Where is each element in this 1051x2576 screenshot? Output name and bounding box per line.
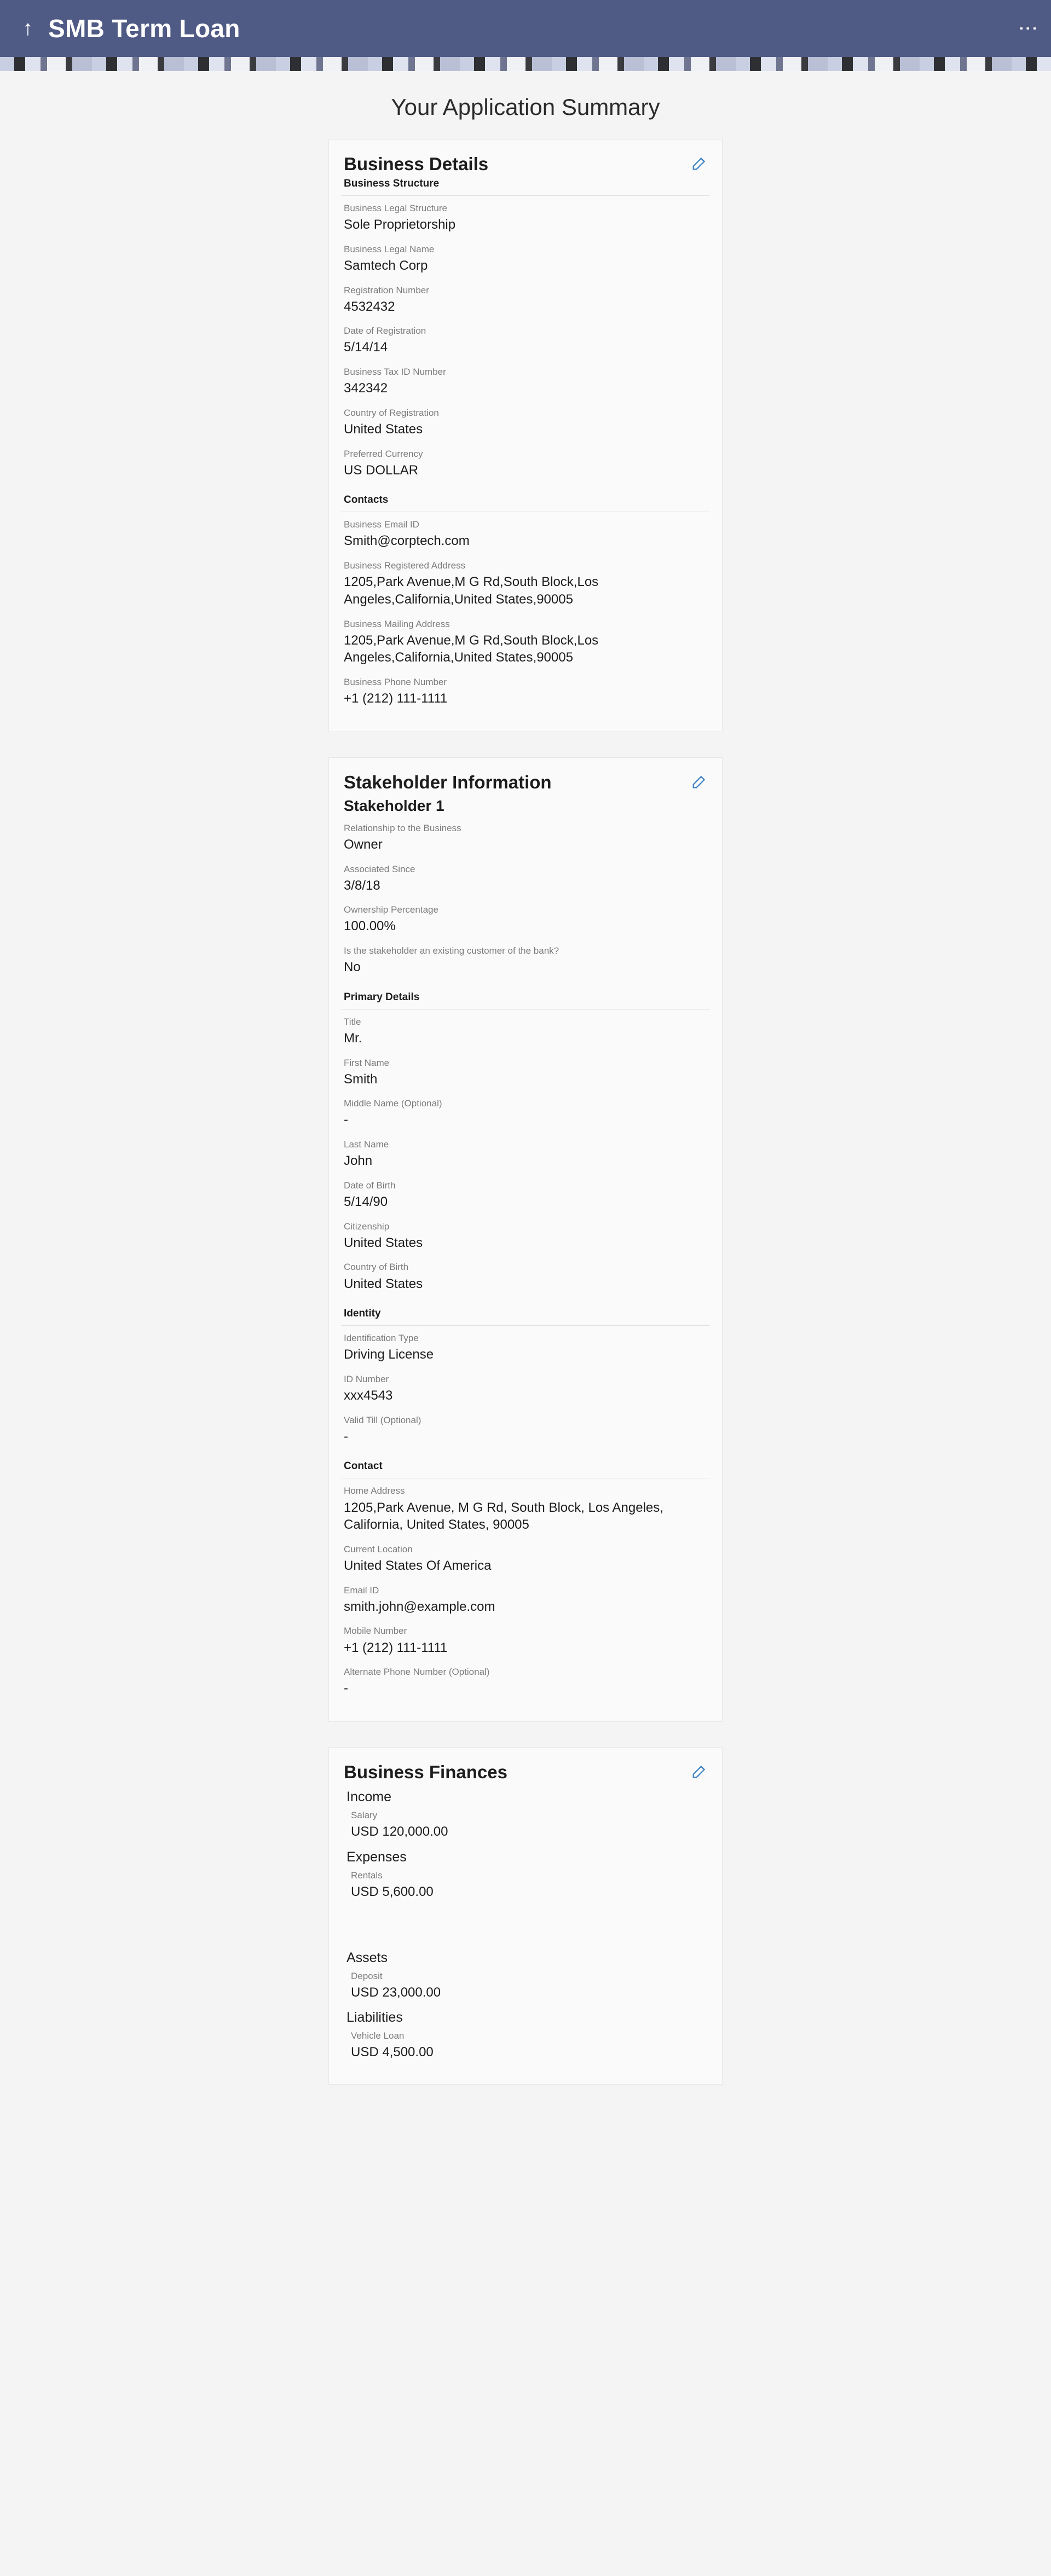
bottom-padding [0,2110,1051,2143]
field-last-name [344,1139,712,1170]
finance-group-assets: Assets [347,1950,388,1965]
field-value: 4532432 [344,299,395,314]
section-label-primary-details: Primary Details [344,991,420,1003]
field-country-of-birth [344,1261,712,1292]
field-value: - [344,1681,348,1696]
section-label-contacts: Contacts [344,494,389,506]
field-relationship-to-the-business [344,822,712,854]
field-existing-customer [344,945,712,976]
field-label: Alternate Phone Number (Optional) [344,1667,490,1678]
field-value: Sole Proprietorship [344,217,456,233]
divider [341,1325,710,1326]
field-valid-till [344,1414,712,1446]
field-label: Country of Registration [344,407,439,418]
field-label: Deposit [351,1970,383,1981]
field-label: Business Tax ID Number [344,367,446,378]
field-label: Registration Number [344,285,429,295]
app-title: SMB Term Loan [48,14,240,43]
field-value: 1205,Park Avenue,M G Rd,South Block,Los Angeles,California,United States,90005 [344,633,599,665]
field-identification-type [344,1332,712,1364]
field-business-registered-address [344,560,712,608]
field-country-of-registration [344,407,712,438]
spacer [339,1910,712,1945]
finance-group-liabilities: Liabilities [347,2010,403,2026]
field-value: 342342 [344,381,388,396]
field-value: United States [344,1276,423,1291]
field-alternate-phone-number [344,1666,712,1697]
field-value: smith.john@example.com [344,1599,495,1614]
field-value: 5/14/90 [344,1194,388,1209]
field-value: +1 (212) 111-1111 [344,691,448,706]
business-details-header [339,154,712,176]
field-label: Is the stakeholder an existing customer of the bank? [344,945,559,956]
edit-pencil-icon[interactable] [690,154,709,172]
field-business-legal-name [344,243,712,275]
field-label: Identification Type [344,1333,419,1344]
field-value: +1 (212) 111-1111 [344,1640,448,1655]
field-value: USD 120,000.00 [351,1824,448,1840]
field-value: Samtech Corp [344,258,428,273]
field-date-of-birth [344,1180,712,1211]
business-finances-card [328,1747,723,2085]
field-label: Middle Name (Optional) [344,1098,442,1109]
field-value: Driving License [344,1347,434,1362]
field-business-email-id [344,519,712,550]
field-label: Mobile Number [344,1626,407,1637]
field-business-phone-number [344,676,712,707]
field-label: Date of Registration [344,326,426,336]
field-label: Citizenship [344,1221,390,1232]
stakeholder-information-title: Stakeholder Information [344,771,552,792]
field-value: US DOLLAR [344,462,419,478]
field-label: Home Address [344,1486,405,1496]
field-business-tax-id-number [344,366,712,397]
stakeholder-information-card [328,757,723,1722]
field-email-id [344,1585,712,1616]
field-value: No [344,960,361,975]
field-label: Valid Till (Optional) [344,1414,421,1425]
field-salary [351,1809,712,1841]
field-label: Email ID [344,1585,379,1596]
field-home-address [344,1485,712,1533]
edit-pencil-icon[interactable] [690,772,709,791]
business-details-title: Business Details [344,154,489,174]
field-value: 3/8/18 [344,878,380,893]
field-registration-number [344,285,712,316]
field-label: Current Location [344,1544,413,1554]
field-associated-since [344,863,712,895]
field-label: Business Phone Number [344,677,447,687]
field-label: Rentals [351,1870,383,1881]
field-label: Business Mailing Address [344,618,450,629]
field-label: Salary [351,1809,378,1820]
field-label: Vehicle Loan [351,2030,405,2041]
field-label: First Name [344,1057,390,1068]
field-value: 1205,Park Avenue,M G Rd,South Block,Los Angeles,California,United States,90005 [344,575,599,607]
field-label: Business Legal Structure [344,203,447,213]
field-label: Preferred Currency [344,448,423,459]
field-id-number [344,1373,712,1405]
field-value: 5/14/14 [344,340,388,355]
section-label-business-structure: Business Structure [344,178,440,189]
section-label-contact: Contact [344,1460,383,1472]
field-label: Last Name [344,1139,389,1150]
field-ownership-percentage [344,904,712,935]
field-current-location [344,1544,712,1575]
more-vertical-icon[interactable]: ⋮ [1018,19,1040,38]
field-label: Title [344,1016,361,1027]
field-business-mailing-address [344,618,712,666]
decorative-strip [0,57,1051,71]
finance-group-expenses: Expenses [347,1849,407,1865]
field-rentals [351,1870,712,1901]
field-value: Owner [344,837,383,852]
field-value: United States [344,1235,423,1250]
business-finances-header [339,1762,712,1784]
business-details-card [328,139,723,732]
page-title: Your Application Summary [391,94,660,120]
edit-pencil-icon[interactable] [690,1762,709,1780]
finance-group-income: Income [347,1789,391,1805]
field-label: Business Registered Address [344,560,466,571]
field-vehicle-loan [351,2030,712,2061]
business-finances-title: Business Finances [344,1761,507,1782]
field-label: Relationship to the Business [344,822,461,833]
field-value: USD 5,600.00 [351,1884,434,1899]
field-business-legal-structure [344,202,712,234]
field-value: - [344,1429,348,1444]
app-bar [0,0,1051,57]
field-value: United States Of America [344,1558,492,1574]
field-value: United States [344,421,423,437]
stakeholder-name: Stakeholder 1 [344,797,444,814]
field-value: 100.00% [344,919,396,934]
back-arrow-icon[interactable]: ↑ [22,17,33,40]
field-deposit [351,1970,712,2001]
field-label: Date of Birth [344,1180,396,1191]
field-value: Mr. [344,1030,362,1046]
field-value: John [344,1153,373,1169]
field-label: ID Number [344,1373,389,1384]
field-label: Associated Since [344,863,415,874]
field-value: Smith@corptech.com [344,533,470,549]
field-label: Business Email ID [344,519,419,530]
field-value: - [344,1112,348,1128]
field-middle-name [344,1098,712,1129]
field-value: 1205,Park Avenue, M G Rd, South Block, Los Angeles, California, United States, 90005 [344,1500,663,1533]
field-label: Country of Birth [344,1262,409,1273]
stakeholder-information-header [339,772,712,794]
divider [341,195,710,196]
field-date-of-registration [344,325,712,356]
field-value: USD 4,500.00 [351,2045,434,2060]
section-label-identity: Identity [344,1308,381,1320]
field-value: xxx4543 [344,1388,393,1403]
field-title [344,1016,712,1047]
field-mobile-number [344,1625,712,1656]
field-preferred-currency [344,448,712,479]
field-label: Ownership Percentage [344,904,438,915]
field-citizenship [344,1221,712,1252]
field-value: Smith [344,1071,378,1087]
field-first-name [344,1057,712,1088]
field-label: Business Legal Name [344,243,435,254]
field-value: USD 23,000.00 [351,1985,441,2000]
